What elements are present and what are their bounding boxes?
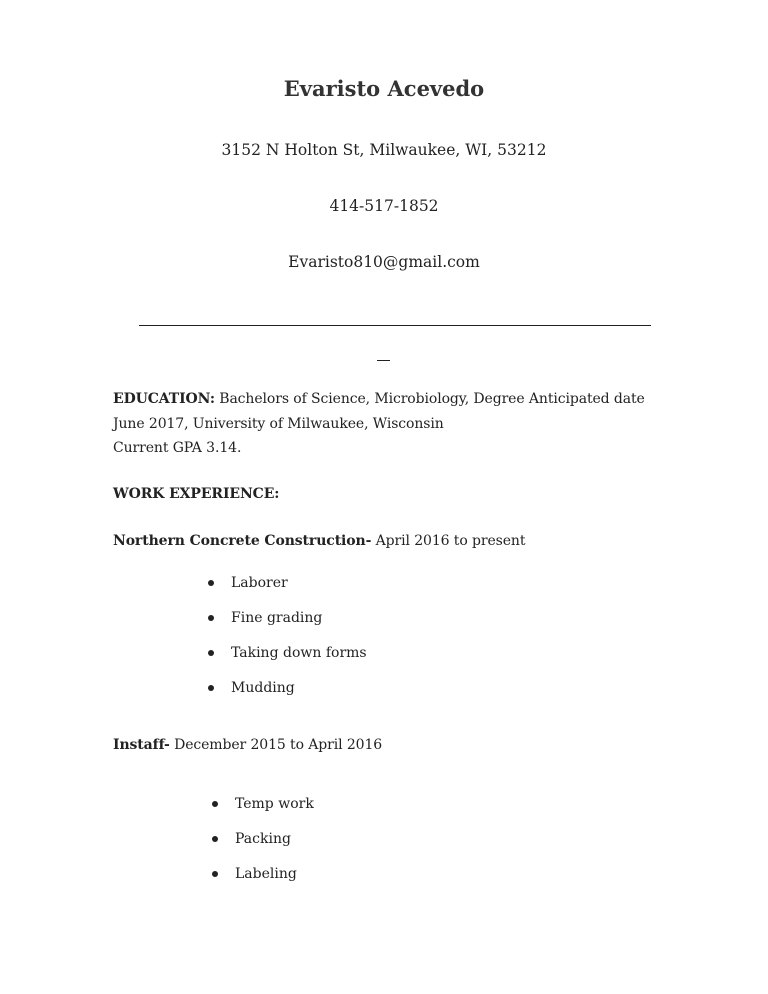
- education-line-2: June 2017, University of Milwaukee, Wisconsin: [113, 416, 444, 432]
- bullet-icon: [208, 615, 214, 621]
- job-2-title: [113, 737, 382, 753]
- header-divider-tail: [377, 360, 390, 361]
- job-1-dates: April 2016 to present: [371, 533, 526, 549]
- bullet-icon: [212, 801, 218, 807]
- bullet-icon: [208, 580, 214, 586]
- job-2-employer: Instaff-: [113, 737, 170, 753]
- bullet-icon: [212, 836, 218, 842]
- job-2-duties: [212, 786, 314, 891]
- job-1-employer: Northern Concrete Construction-: [113, 533, 372, 549]
- list-item: Taking down forms: [208, 635, 367, 670]
- list-item: Mudding: [208, 670, 367, 705]
- header-divider: [139, 325, 651, 326]
- education-line-1: [113, 391, 645, 407]
- bullet-icon: [208, 685, 214, 691]
- list-item: Labeling: [212, 856, 314, 891]
- candidate-name: Evaristo Acevedo: [283, 76, 485, 101]
- list-item: Fine grading: [208, 600, 367, 635]
- candidate-address: 3152 N Holton St, Milwaukee, WI, 53212: [221, 141, 547, 159]
- list-item: Temp work: [212, 786, 314, 821]
- list-item: Packing: [212, 821, 314, 856]
- education-gpa: Current GPA 3.14.: [113, 440, 242, 456]
- job-2-dates: December 2015 to April 2016: [169, 737, 383, 753]
- job-1-title: [113, 533, 525, 549]
- education-degree: Bachelors of Science, Microbiology, Degree Anticipated date: [219, 391, 645, 407]
- candidate-phone: 414-517-1852: [329, 197, 439, 215]
- list-item: Laborer: [208, 565, 367, 600]
- bullet-icon: [212, 871, 218, 877]
- job-1-duties: [208, 565, 367, 705]
- bullet-icon: [208, 650, 214, 656]
- candidate-email: Evaristo810@gmail.com: [288, 253, 480, 271]
- education-heading: EDUCATION:: [113, 391, 215, 407]
- work-experience-heading: WORK EXPERIENCE:: [113, 486, 280, 502]
